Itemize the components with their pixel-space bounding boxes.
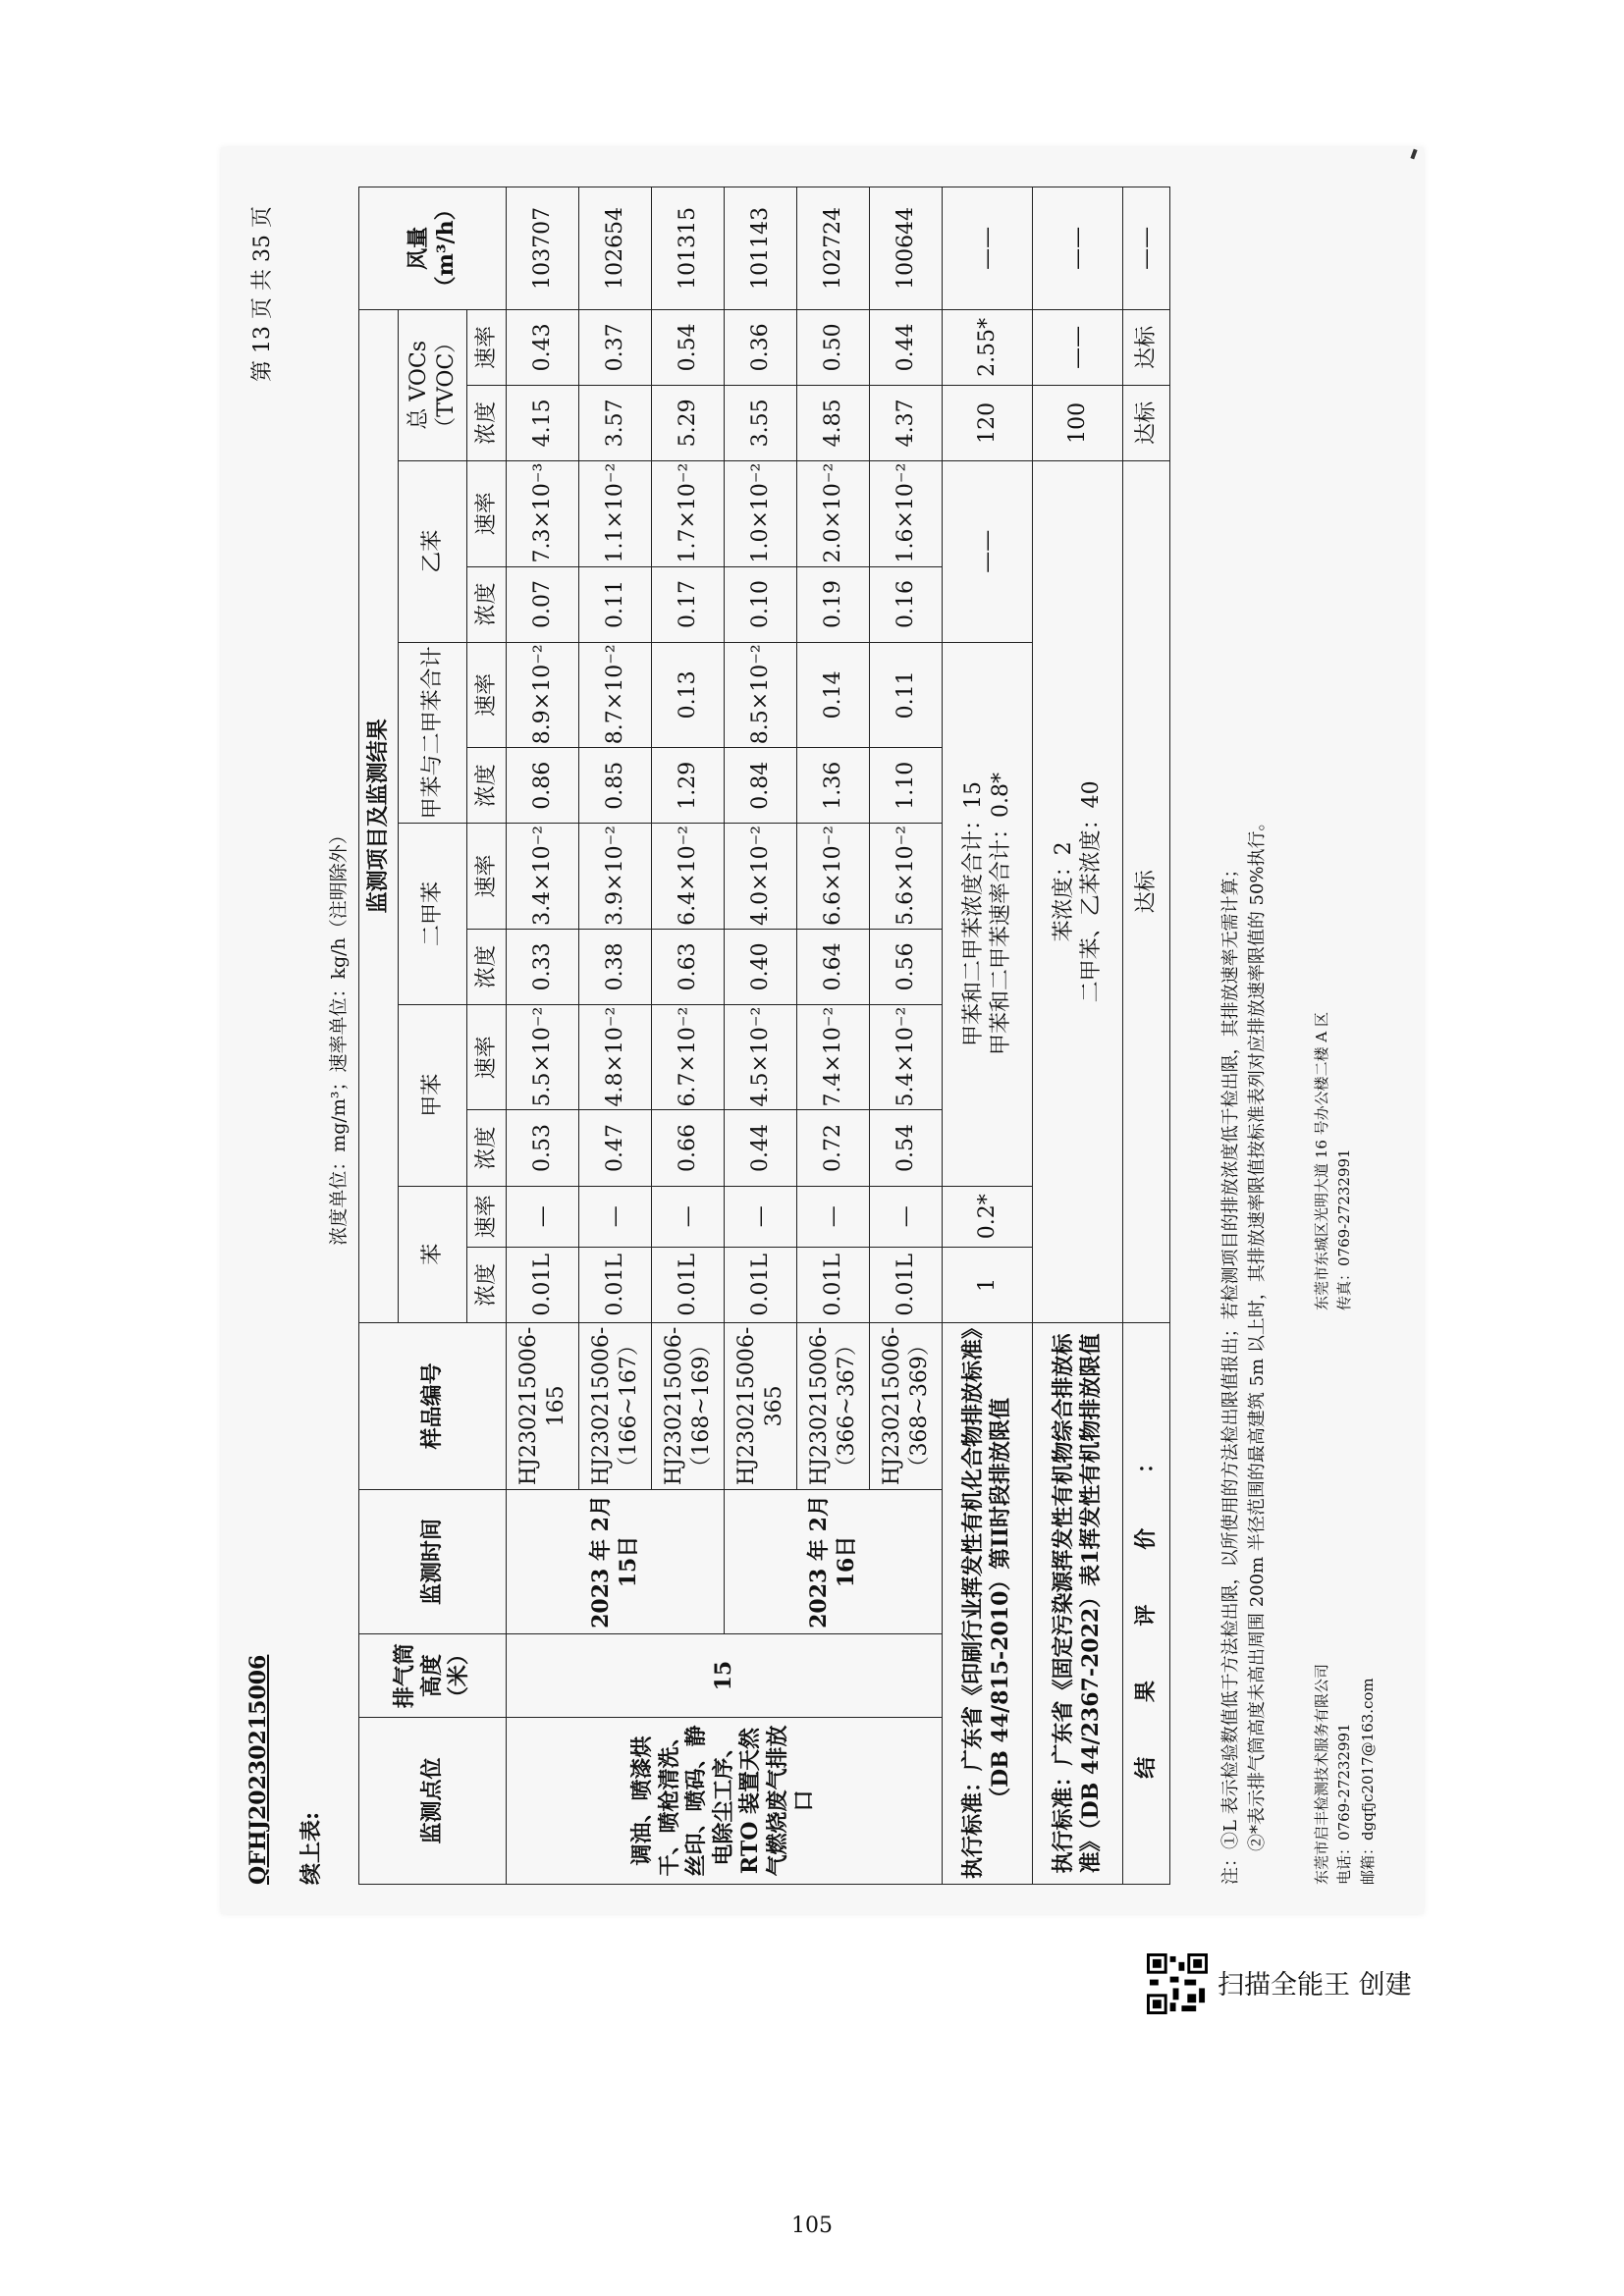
value-cell: 0.01L bbox=[507, 1247, 579, 1322]
value-cell: 0.14 bbox=[797, 642, 870, 748]
value-cell: 3.55 bbox=[725, 385, 797, 460]
value-cell: 1.7×10⁻² bbox=[652, 460, 725, 566]
value-cell: 1.1×10⁻² bbox=[579, 460, 652, 566]
value-cell: 0.01L bbox=[652, 1247, 725, 1322]
note-2: ②*表示排气筒高度未高出周围 200m 半径范围的最高建筑 5m 以上时，其排放速率限值按标准表列对应排放速率限值的 50%执行。 bbox=[1247, 813, 1268, 1851]
unit-note: 浓度单位：mg/m³；速率单位：kg/h（注明除外） bbox=[328, 826, 350, 1246]
standard-1-text-2: 甲苯和二甲苯速率合计：0.8* bbox=[988, 773, 1013, 1056]
fax: 传真：0769-27232991 bbox=[1335, 1148, 1354, 1310]
sub-conc: 浓度 bbox=[467, 566, 507, 642]
standard-2-text-2: 二甲苯、乙苯浓度：40 bbox=[1078, 780, 1104, 1003]
sub-rate: 速率 bbox=[467, 1004, 507, 1110]
value-cell: 0.38 bbox=[579, 929, 652, 1004]
value-cell: 4.37 bbox=[870, 385, 943, 460]
value-cell: 0.19 bbox=[797, 566, 870, 642]
standard-2-combined bbox=[1033, 460, 1123, 1322]
value-cell: 0.56 bbox=[870, 929, 943, 1004]
date-cell: 2023 年 2月16日 bbox=[725, 1489, 943, 1633]
standard-row bbox=[1033, 187, 1123, 1885]
phone: 电话：0769-27232991 bbox=[1335, 1723, 1354, 1885]
header-sample: 样品编号 bbox=[359, 1322, 507, 1489]
value-cell: 0.01L bbox=[725, 1247, 797, 1322]
sub-conc: 浓度 bbox=[467, 1110, 507, 1186]
value-cell: 100 bbox=[1033, 385, 1123, 460]
header-xylene: 二甲苯 bbox=[399, 824, 467, 1005]
value-cell: — bbox=[870, 1186, 943, 1247]
value-cell: 3.9×10⁻² bbox=[579, 824, 652, 930]
value-cell: 5.4×10⁻² bbox=[870, 1004, 943, 1110]
footer-right bbox=[1311, 1012, 1357, 1310]
standard-2-text-1: 苯浓度：2 bbox=[1052, 841, 1076, 942]
value-cell: 0.11 bbox=[579, 566, 652, 642]
value-cell: 4.85 bbox=[797, 385, 870, 460]
value-cell: 7.3×10⁻³ bbox=[507, 460, 579, 566]
value-cell: 0.50 bbox=[797, 309, 870, 385]
value-cell: —— bbox=[943, 460, 1033, 642]
page-info: 第 13 页 共 35 页 bbox=[250, 206, 275, 382]
report-number: QFHJ20230215006 bbox=[245, 1654, 271, 1885]
sub-rate: 速率 bbox=[467, 309, 507, 385]
value-cell: 0.44 bbox=[725, 1110, 797, 1186]
value-cell: 1.36 bbox=[797, 748, 870, 824]
value-cell: — bbox=[652, 1186, 725, 1247]
standard-1-combined bbox=[943, 642, 1033, 1186]
value-cell: 0.63 bbox=[652, 929, 725, 1004]
value-cell: 0.47 bbox=[579, 1110, 652, 1186]
value-cell: 0.01L bbox=[870, 1247, 943, 1322]
value-cell: — bbox=[579, 1186, 652, 1247]
rotated-report-content bbox=[226, 152, 1429, 1919]
footer-left bbox=[1311, 1664, 1380, 1885]
table-row bbox=[725, 187, 797, 1885]
value-cell: 2.55* bbox=[943, 309, 1033, 385]
company-name: 东莞市启丰检测技术服务有限公司 bbox=[1313, 1663, 1330, 1885]
sample-cell: HJ230215006-165 bbox=[507, 1322, 579, 1489]
value-cell: 120 bbox=[943, 385, 1033, 460]
value-cell: 7.4×10⁻² bbox=[797, 1004, 870, 1110]
monitoring-results-table bbox=[358, 187, 1170, 1885]
flow-cell: 102724 bbox=[797, 187, 870, 310]
conclusion-label: 结 果 评 价 ： bbox=[1123, 1322, 1170, 1884]
address: 东莞市东城区光明大道 16 号办公楼二楼 A 区 bbox=[1313, 1012, 1330, 1310]
value-cell: 0.01L bbox=[579, 1247, 652, 1322]
value-cell: 8.9×10⁻² bbox=[507, 642, 579, 748]
sample-cell: HJ230215006-（366~367） bbox=[797, 1322, 870, 1489]
value-cell: 0.07 bbox=[507, 566, 579, 642]
value-cell: 0.37 bbox=[579, 309, 652, 385]
value-cell: 4.15 bbox=[507, 385, 579, 460]
sub-rate: 速率 bbox=[467, 642, 507, 748]
value-cell: 6.4×10⁻² bbox=[652, 824, 725, 930]
value-cell: 2.0×10⁻² bbox=[797, 460, 870, 566]
value-cell: 4.0×10⁻² bbox=[725, 824, 797, 930]
value-cell: 3.57 bbox=[579, 385, 652, 460]
value-cell: — bbox=[507, 1186, 579, 1247]
sub-rate: 速率 bbox=[467, 824, 507, 930]
qr-code-icon bbox=[1147, 1953, 1208, 2014]
date-cell: 2023 年 2月15日 bbox=[507, 1489, 725, 1633]
value-cell: 1 bbox=[943, 1247, 1033, 1322]
conclusion-result: 达标 bbox=[1123, 460, 1170, 1322]
sub-conc: 浓度 bbox=[467, 1247, 507, 1322]
value-cell: 0.43 bbox=[507, 309, 579, 385]
sub-conc: 浓度 bbox=[467, 748, 507, 824]
scanner-watermark: 扫描全能王 创建 bbox=[1218, 1970, 1412, 2001]
standard-1-text-1: 甲苯和二甲苯浓度合计：15 bbox=[961, 781, 986, 1047]
header-time: 监测时间 bbox=[359, 1489, 507, 1633]
header-flow: 风量（m³/h） bbox=[359, 187, 507, 310]
conclusion-result: 达标 bbox=[1123, 385, 1170, 460]
value-cell: — bbox=[725, 1186, 797, 1247]
value-cell: 0.01L bbox=[797, 1247, 870, 1322]
sub-conc: 浓度 bbox=[467, 385, 507, 460]
value-cell: 1.29 bbox=[652, 748, 725, 824]
note-1: 注：①L 表示检验数值低于方法检出限，以所使用的方法检出限值报出；若检测项目的排放浓度低于检出限，其排放速率无需计算； bbox=[1220, 860, 1241, 1885]
value-cell: 0.44 bbox=[870, 309, 943, 385]
flow-cell: —— bbox=[1033, 187, 1123, 310]
conclusion-row bbox=[1123, 187, 1170, 1885]
value-cell: 0.85 bbox=[579, 748, 652, 824]
header-results: 监测项目及监测结果 bbox=[359, 309, 399, 1322]
value-cell: 0.66 bbox=[652, 1110, 725, 1186]
header-location: 监测点位 bbox=[359, 1718, 507, 1885]
value-cell: 4.5×10⁻² bbox=[725, 1004, 797, 1110]
value-cell: 0.40 bbox=[725, 929, 797, 1004]
value-cell: 1.10 bbox=[870, 748, 943, 824]
value-cell: 1.0×10⁻² bbox=[725, 460, 797, 566]
value-cell: 0.2* bbox=[943, 1186, 1033, 1247]
value-cell: 0.72 bbox=[797, 1110, 870, 1186]
value-cell: 0.16 bbox=[870, 566, 943, 642]
conclusion-result: 达标 bbox=[1123, 309, 1170, 385]
value-cell: 0.11 bbox=[870, 642, 943, 748]
value-cell: 0.53 bbox=[507, 1110, 579, 1186]
value-cell: 3.4×10⁻² bbox=[507, 824, 579, 930]
sample-cell: HJ230215006-365 bbox=[725, 1322, 797, 1489]
value-cell: 0.84 bbox=[725, 748, 797, 824]
value-cell: 6.7×10⁻² bbox=[652, 1004, 725, 1110]
value-cell: 4.8×10⁻² bbox=[579, 1004, 652, 1110]
header-ethylbenzene: 乙苯 bbox=[399, 460, 467, 642]
continued-label: 续上表: bbox=[298, 1811, 324, 1885]
value-cell: 0.54 bbox=[652, 309, 725, 385]
value-cell: 5.5×10⁻² bbox=[507, 1004, 579, 1110]
page-number: 105 bbox=[791, 2214, 833, 2238]
value-cell: 5.29 bbox=[652, 385, 725, 460]
value-cell: — bbox=[797, 1186, 870, 1247]
email: 邮箱：dgqfjc2017@163.com bbox=[1358, 1678, 1377, 1885]
location-cell: 调油、喷漆烘干、喷枪清洗、丝印、喷码、静电除尘工序、RTO 装置天然气燃烧废气排放口 bbox=[507, 1718, 943, 1885]
flow-cell: —— bbox=[943, 187, 1033, 310]
flow-cell: 101315 bbox=[652, 187, 725, 310]
header-toluene-xylene: 甲苯与二甲苯合计 bbox=[399, 642, 467, 824]
value-cell: 0.10 bbox=[725, 566, 797, 642]
sub-conc: 浓度 bbox=[467, 929, 507, 1004]
sub-rate: 速率 bbox=[467, 1186, 507, 1247]
value-cell: 0.86 bbox=[507, 748, 579, 824]
sub-rate: 速率 bbox=[467, 460, 507, 566]
sample-cell: HJ230215006-（168~169） bbox=[652, 1322, 725, 1489]
flow-cell: 101143 bbox=[725, 187, 797, 310]
value-cell: 0.54 bbox=[870, 1110, 943, 1186]
value-cell: 6.6×10⁻² bbox=[797, 824, 870, 930]
flow-cell: 102654 bbox=[579, 187, 652, 310]
notes bbox=[1218, 813, 1271, 1885]
sample-cell: HJ230215006-（166~167） bbox=[579, 1322, 652, 1489]
value-cell: 8.7×10⁻² bbox=[579, 642, 652, 748]
value-cell: 0.33 bbox=[507, 929, 579, 1004]
header-height: 排气筒高度（米） bbox=[359, 1634, 507, 1718]
header-toluene: 甲苯 bbox=[399, 1004, 467, 1186]
value-cell: 8.5×10⁻² bbox=[725, 642, 797, 748]
flow-cell: 100644 bbox=[870, 187, 943, 310]
value-cell: 0.13 bbox=[652, 642, 725, 748]
table-row bbox=[507, 187, 579, 1885]
value-cell: 0.17 bbox=[652, 566, 725, 642]
value-cell: 0.36 bbox=[725, 309, 797, 385]
sample-cell: HJ230215006-（368~369） bbox=[870, 1322, 943, 1489]
value-cell: 1.6×10⁻² bbox=[870, 460, 943, 566]
header-tvoc: 总 VOCs（TVOC） bbox=[399, 309, 467, 460]
standard-1-label: 执行标准：广东省《印刷行业挥发性有机化合物排放标准》（DB 44/815-2010）第II时段排放限值 bbox=[943, 1322, 1033, 1884]
value-cell: —— bbox=[1033, 309, 1123, 385]
flow-cell: —— bbox=[1123, 187, 1170, 310]
height-cell: 15 bbox=[507, 1634, 943, 1718]
value-cell: 5.6×10⁻² bbox=[870, 824, 943, 930]
value-cell: 0.64 bbox=[797, 929, 870, 1004]
header-benzene: 苯 bbox=[399, 1186, 467, 1322]
standard-2-label: 执行标准：广东省《固定污染源挥发性有机物综合排放标准》（DB 44/2367-2022）表1挥发性有机物排放限值 bbox=[1033, 1322, 1123, 1884]
standard-row bbox=[943, 187, 1033, 1885]
flow-cell: 103707 bbox=[507, 187, 579, 310]
